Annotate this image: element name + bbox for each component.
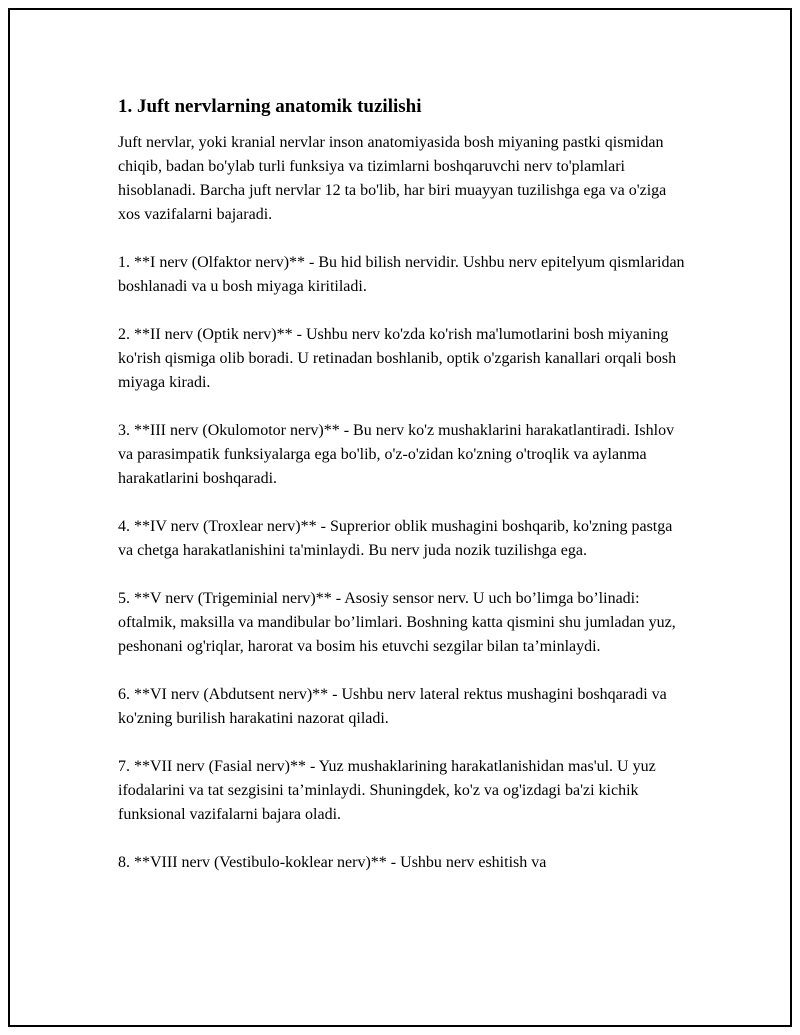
intro-paragraph: Juft nervlar, yoki kranial nervlar inson anatomiyasida bosh miyaning pastki qismidan chiqib, badan bo'ylab turli funksiya va tizimlarni boshqaruvchi nerv to'plamlari hisoblanadi. Barcha juft nervlar 12 ta bo'lib, har biri muayyan tuzilishga ega va o'ziga xos vazifalarni bajaradi. xyxy=(118,134,667,223)
nerve-paragraph-7: 7. **VII nerv (Fasial nerv)** - Yuz mushaklarining harakatlanishidan mas'ul. U yuz ifodalarini va tat sezgisini ta’minlaydi. Shuningdek, ko'z va og'izdagi ba'zi kichik funksional vazifalarni bajara oladi. xyxy=(118,758,656,823)
nerve-paragraph-5: 5. **V nerv (Trigeminial nerv)** - Asosiy sensor nerv. U uch bo’limga bo’linadi: oftalmik, maksilla va mandibular bo’limlari. Boshning katta qismini shu jumladan yuz, peshonani og'riqlar, harorat va bosim his etuvchi sezgilar bilan ta’minlaydi. xyxy=(118,590,676,655)
document-body xyxy=(118,95,688,899)
nerve-paragraph-8: 8. **VIII nerv (Vestibulo-koklear nerv)** - Ushbu nerv eshitish va xyxy=(118,854,547,871)
document-title: 1. Juft nervlarning anatomik tuzilishi xyxy=(118,96,422,117)
nerve-paragraph-3: 3. **III nerv (Okulomotor nerv)** - Bu nerv ko'z mushaklarini harakatlantiradi. Ishlov va parasimpatik funksiyalarga ega bo'lib, o'z-o'zidan ko'zning o'troqlik va aylanma harakatlarini boshqaradi. xyxy=(118,422,675,487)
nerve-paragraph-2: 2. **II nerv (Optik nerv)** - Ushbu nerv ko'zda ko'rish ma'lumotlarini bosh miyaning ko'rish qismiga olib boradi. U retinadan boshlanib, optik o'zgarish kanallari orqali bosh miyaga kiradi. xyxy=(118,326,677,391)
nerve-paragraph-4: 4. **IV nerv (Troxlear nerv)** - Suprerior oblik mushagini boshqarib, ko'zning pastga va chetga harakatlanishini ta'minlaydi. Bu nerv juda nozik tuzilishga ega. xyxy=(118,518,673,559)
nerve-paragraph-1: 1. **I nerv (Olfaktor nerv)** - Bu hid bilish nervidir. Ushbu nerv epitelyum qismlaridan boshlanadi va u bosh miyaga kiritiladi. xyxy=(118,254,685,295)
nerve-paragraph-6: 6. **VI nerv (Abdutsent nerv)** - Ushbu nerv lateral rektus mushagini boshqaradi va ko'zning burilish harakatini nazorat qiladi. xyxy=(118,686,667,727)
